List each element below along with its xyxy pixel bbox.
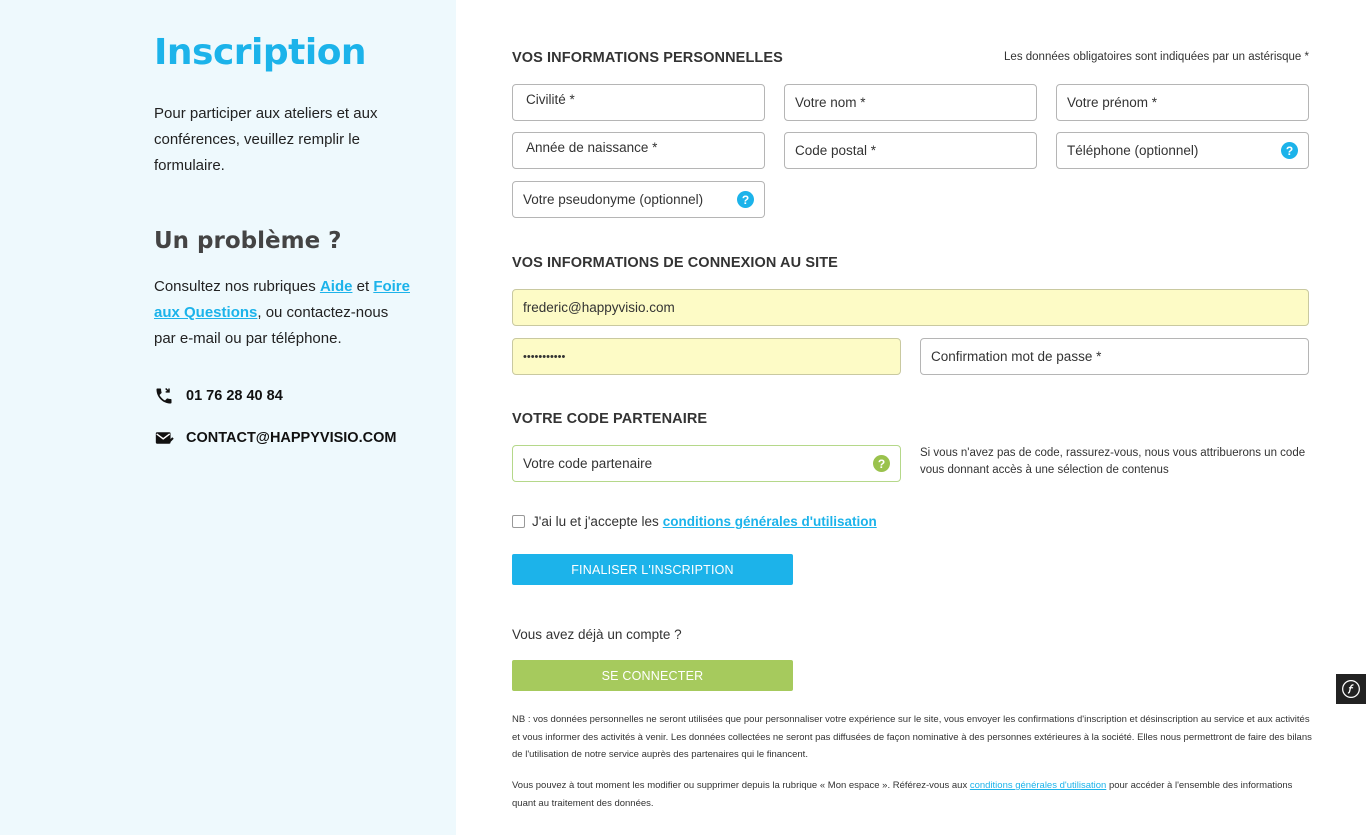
section-partner-title: VOTRE CODE PARTENAIRE bbox=[512, 411, 708, 427]
postal-code-field[interactable] bbox=[784, 132, 1037, 169]
birth-year-select[interactable] bbox=[512, 132, 765, 169]
first-name-field[interactable] bbox=[1056, 84, 1309, 121]
pseudonym-placeholder: Votre pseudonyme (optionnel) bbox=[523, 192, 704, 207]
password-field[interactable] bbox=[512, 338, 901, 375]
contact-phone bbox=[154, 386, 283, 406]
help-icon[interactable]: ? bbox=[737, 191, 754, 208]
postal-code-placeholder: Code postal * bbox=[795, 143, 877, 158]
pseudonym-field[interactable] bbox=[512, 181, 765, 218]
terms-row bbox=[512, 514, 877, 529]
privacy-terms-link[interactable]: conditions générales d'utilisation bbox=[969, 780, 1107, 791]
privacy-note-2 bbox=[512, 777, 1312, 812]
contact-email bbox=[154, 428, 396, 448]
privacy-note: NB : vos données personnelles ne seront utilisées que pour personnaliser votre expérience sur le site, vous envoyer les confirmations d'inscription et désinscription au service et aux activités et vous informer des activités à venir. Les données collectées ne seront pas diffusées de façon nominative à des personnes extérieures à la société. Elles nous permettront de faire des bilans de l'utilisation de notre service auprès des partenaires qui le financent. bbox=[512, 714, 1312, 760]
phone-placeholder: Téléphone (optionnel) bbox=[1067, 143, 1199, 158]
help-icon[interactable]: ? bbox=[873, 455, 890, 472]
birth-year-label: Année de naissance * bbox=[526, 140, 658, 155]
phone-icon bbox=[154, 386, 174, 406]
email-value: frederic@happyvisio.com bbox=[523, 300, 675, 315]
mail-icon bbox=[154, 428, 174, 448]
password-confirm-field[interactable] bbox=[920, 338, 1309, 375]
password-value: ••••••••••• bbox=[523, 350, 566, 363]
finalize-button[interactable]: FINALISER L'INSCRIPTION bbox=[512, 554, 793, 585]
email-address[interactable]: CONTACT@HAPPYVISIO.COM bbox=[186, 430, 397, 446]
phone-number[interactable]: 01 76 28 40 84 bbox=[186, 388, 283, 404]
symfony-toolbar-icon[interactable] bbox=[1336, 674, 1366, 704]
help-text-and: et bbox=[352, 278, 374, 295]
terms-label: J'ai lu et j'accepte les bbox=[532, 514, 659, 529]
civility-label: Civilité * bbox=[526, 92, 575, 107]
last-name-placeholder: Votre nom * bbox=[795, 95, 866, 110]
section-login-title: VOS INFORMATIONS DE CONNEXION AU SITE bbox=[512, 255, 838, 271]
partner-note: Si vous n'avez pas de code, rassurez-vous, nous vous attribuerons un code vous donnant accès à une sélection de contenus bbox=[920, 447, 1306, 476]
first-name-placeholder: Votre prénom * bbox=[1067, 95, 1158, 110]
civility-select[interactable] bbox=[512, 84, 765, 121]
account-question: Vous avez déjà un compte ? bbox=[512, 627, 682, 642]
last-name-field[interactable] bbox=[784, 84, 1037, 121]
help-text-prefix: Consultez nos rubriques bbox=[154, 278, 320, 295]
privacy-note-2-suffix: pour accéder à l'ensemble des informations quant au traitement des données. bbox=[512, 780, 1293, 809]
required-note: Les données obligatoires sont indiquées par un astérisque * bbox=[1004, 51, 1309, 63]
section-personal-title: VOS INFORMATIONS PERSONNELLES bbox=[512, 50, 783, 66]
phone-field[interactable] bbox=[1056, 132, 1309, 169]
terms-link[interactable]: conditions générales d'utilisation bbox=[662, 514, 877, 529]
help-icon[interactable]: ? bbox=[1281, 142, 1298, 159]
partner-code-field[interactable] bbox=[512, 445, 901, 482]
help-text-suffix: , ou contactez-nous par e-mail ou par téléphone. bbox=[154, 304, 389, 347]
email-field[interactable] bbox=[512, 289, 1309, 326]
page-title: Inscription bbox=[154, 32, 367, 73]
password-confirm-placeholder: Confirmation mot de passe * bbox=[931, 349, 1102, 364]
privacy-note-2-prefix: Vous pouvez à tout moment les modifier ou supprimer depuis la rubrique « Mon espace ». Référez-vous aux bbox=[512, 780, 970, 791]
terms-checkbox[interactable] bbox=[512, 515, 525, 528]
help-link-faq[interactable]: Foire aux Questions bbox=[154, 278, 410, 321]
intro-text: Pour participer aux ateliers et aux conférences, veuillez remplir le formulaire. bbox=[154, 105, 378, 174]
problem-title: Un problème ? bbox=[154, 228, 342, 254]
help-link-aide[interactable]: Aide bbox=[319, 278, 353, 295]
help-text bbox=[154, 274, 414, 352]
partner-code-placeholder: Votre code partenaire bbox=[523, 456, 653, 471]
connect-button[interactable]: SE CONNECTER bbox=[512, 660, 793, 691]
